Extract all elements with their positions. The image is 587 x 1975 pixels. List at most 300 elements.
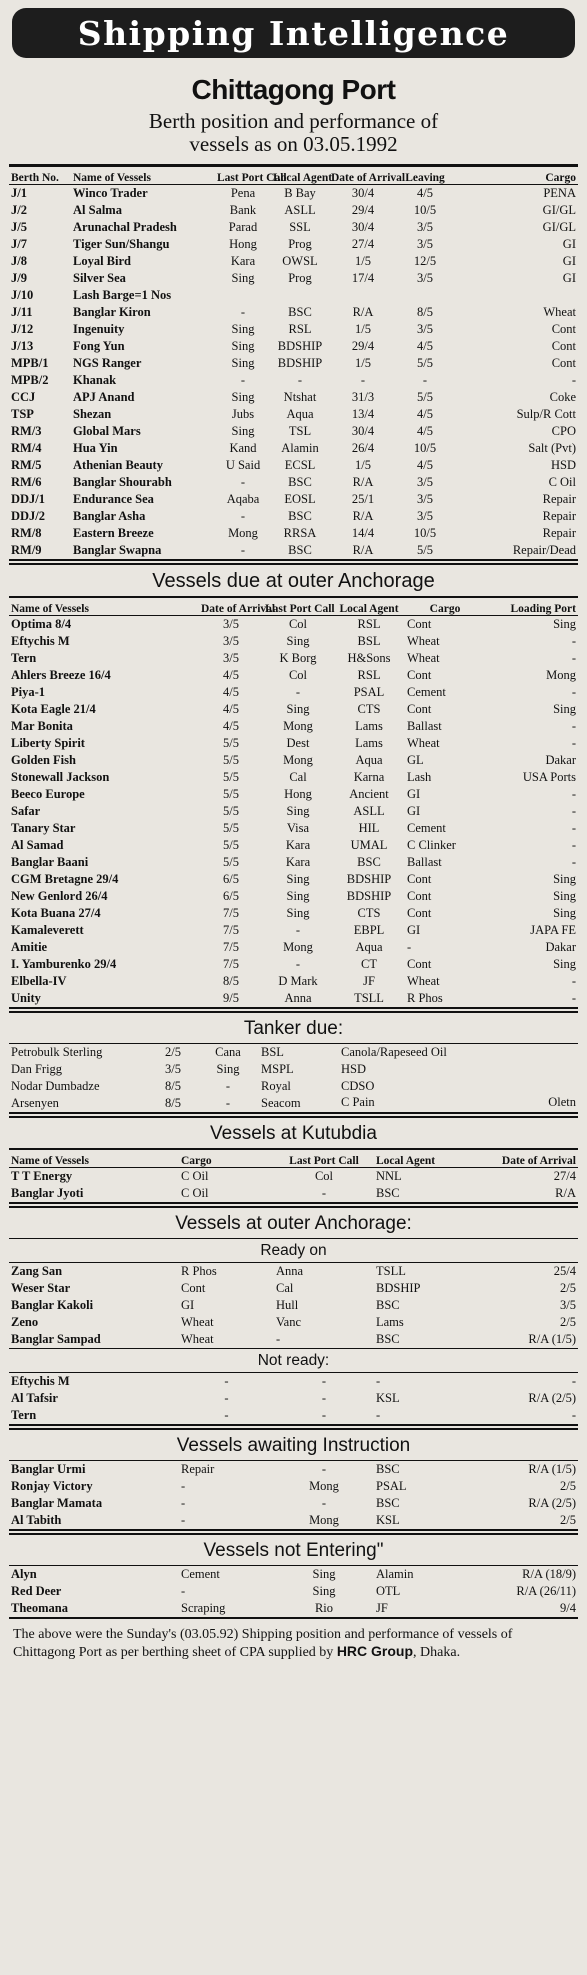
table-cell: Cont (407, 957, 432, 971)
table-cell: Sing (231, 271, 255, 285)
table-cell: R/A (26/11) (516, 1584, 576, 1598)
table-cell: RSL (357, 617, 381, 631)
notentering-rows (9, 1566, 578, 1617)
table-cell: Mong (283, 753, 313, 767)
table-cell: - (240, 475, 246, 489)
table-cell: 3/5 (417, 322, 433, 336)
table-cell: 25/1 (351, 492, 375, 506)
table-cell: Banglar Sampad (11, 1332, 101, 1346)
table-cell: - (240, 373, 246, 387)
table-cell: RM/6 (11, 475, 42, 489)
awaiting-table (9, 1461, 578, 1529)
table-cell: D Mark (278, 974, 318, 988)
table-row (9, 888, 578, 905)
tanker-table (9, 1044, 578, 1112)
table-cell: 29/4 (351, 203, 375, 217)
table-cell: Sing (216, 1062, 240, 1076)
table-row (9, 701, 578, 718)
table-row (9, 1390, 578, 1407)
table-cell: Silver Sea (73, 271, 126, 285)
table-row (9, 321, 578, 338)
table-cell: Banglar Asha (73, 509, 146, 523)
table-cell: Hua Yin (73, 441, 118, 455)
table-cell: Hull (276, 1298, 299, 1312)
table-cell: BDSHIP (277, 356, 323, 370)
table-cell: - (240, 305, 246, 319)
table-cell: 30/4 (351, 424, 375, 438)
table-cell: RM/9 (11, 543, 42, 557)
table-cell: 4/5 (417, 424, 433, 438)
table-cell: Arunachal Pradesh (73, 220, 177, 234)
table-cell: I. Yamburenko 29/4 (11, 957, 117, 971)
table-cell: 30/4 (351, 220, 375, 234)
table-cell: GL (407, 753, 424, 767)
table-cell: - (571, 1408, 576, 1422)
table-cell: BSC (376, 1462, 400, 1476)
table-cell: Anna (284, 991, 312, 1005)
table-cell: 4/5 (223, 685, 239, 699)
table-cell: - (571, 974, 576, 988)
table-cell: BSL (357, 634, 381, 648)
table-row (9, 820, 578, 837)
table-row (9, 525, 578, 542)
table-row (9, 1331, 578, 1348)
table-cell: Wheat (407, 651, 440, 665)
table-cell: Sing (553, 889, 576, 903)
table-cell: BSC (376, 1298, 400, 1312)
col-header: Loading Port (510, 603, 576, 615)
table-cell: Wheat (181, 1332, 214, 1346)
table-cell: Scraping (181, 1601, 226, 1615)
table-cell: 27/4 (553, 1169, 576, 1183)
table-cell: 3/5 (417, 271, 433, 285)
table-cell: Al Samad (11, 838, 64, 852)
table-cell: Cal (276, 1281, 294, 1295)
col-header: Local Agent (339, 603, 399, 615)
table-cell: Wheat (407, 736, 440, 750)
table-row (9, 1263, 578, 1280)
table-row (9, 508, 578, 525)
table-cell: Optima 8/4 (11, 617, 72, 631)
table-cell: Sing (553, 872, 576, 886)
notentering-section (9, 1533, 578, 1619)
table-row (9, 956, 578, 973)
berth-section (9, 164, 578, 561)
table-cell: BSC (357, 855, 381, 869)
table-cell: Lams (355, 736, 383, 750)
table-cell: Mong (283, 940, 313, 954)
table-cell: Repair/Dead (512, 543, 576, 557)
awaiting-heading: Vessels awaiting Instruction (9, 1430, 578, 1461)
table-cell: RRSA (283, 526, 317, 540)
table-cell: 7/5 (223, 923, 239, 937)
table-cell: R/A (352, 543, 374, 557)
table-cell: GI (562, 237, 576, 251)
table-cell: 5/5 (223, 821, 239, 835)
table-cell: 10/5 (413, 203, 437, 217)
table-row (9, 1185, 578, 1202)
table-cell: Loyal Bird (73, 254, 131, 268)
table-cell: TSP (11, 407, 34, 421)
table-cell: 8/5 (417, 305, 433, 319)
col-header: Cargo (429, 603, 461, 615)
col-header: Local Agent (273, 172, 333, 184)
table-cell: Sing (286, 702, 310, 716)
table-row (9, 1314, 578, 1331)
table-cell: K Borg (279, 651, 317, 665)
table-cell: Seacom (261, 1096, 301, 1110)
table-row (9, 338, 578, 355)
table-cell: J/2 (11, 203, 27, 217)
table-cell: Aqua (286, 407, 314, 421)
table-cell: 5/5 (417, 543, 433, 557)
table-cell: Sing (286, 804, 310, 818)
table-cell: Dan Frigg (11, 1062, 63, 1076)
table-cell: Unity (11, 991, 41, 1005)
table-cell: U Said (225, 458, 261, 472)
table-cell: Aqua (355, 753, 383, 767)
table-cell: 7/5 (223, 940, 239, 954)
table-cell: ASLL (284, 203, 316, 217)
table-cell: Zang San (11, 1264, 63, 1278)
table-cell: 1/5 (355, 254, 371, 268)
table-cell: Repair (542, 492, 576, 506)
table-cell: J/9 (11, 271, 27, 285)
table-cell: Tanary Star (11, 821, 76, 835)
table-cell: APJ Anand (73, 390, 135, 404)
table-row (9, 1280, 578, 1297)
table-cell: Aqaba (226, 492, 260, 506)
table-cell: 12/5 (413, 254, 437, 268)
subtitle-line-1: Berth position and performance of (148, 109, 439, 133)
table-cell: Cont (407, 702, 432, 716)
table-cell: R/A (1/5) (528, 1332, 576, 1346)
table-cell: Anna (276, 1264, 304, 1278)
table-cell: 1/5 (355, 322, 371, 336)
table-row (9, 1373, 578, 1390)
table-cell: R/A (555, 1186, 576, 1200)
table-cell: Kand (229, 441, 257, 455)
table-cell: C Oil (181, 1169, 209, 1183)
footnote-text: The above were the Sunday's (03.05.92) Shipping position and performance of vessels of Chittagong Port as per berthing sheet of CPA supplied by (13, 1627, 513, 1660)
table-cell: - (321, 1496, 327, 1510)
table-cell: - (376, 1374, 381, 1388)
table-cell: Mong (283, 719, 313, 733)
notready-rows (9, 1373, 578, 1424)
table-cell: J/10 (11, 288, 34, 302)
table-cell: 2/5 (560, 1281, 576, 1295)
table-cell: Hong (284, 787, 312, 801)
table-cell: R/A (352, 475, 374, 489)
table-cell: 7/5 (223, 957, 239, 971)
table-cell: - (571, 821, 576, 835)
table-row (9, 1095, 578, 1112)
table-cell: CTS (357, 906, 381, 920)
table-cell: 3/5 (223, 634, 239, 648)
table-cell: - (571, 373, 576, 387)
table-cell: R/A (18/9) (522, 1567, 576, 1581)
table-cell: Ballast (407, 719, 442, 733)
table-cell: Repair (542, 526, 576, 540)
table-row (9, 1461, 578, 1478)
table-cell: Sing (231, 390, 255, 404)
table-cell: - (376, 1408, 381, 1422)
table-cell: HSD (341, 1062, 367, 1076)
berth-header-row (9, 167, 578, 185)
table-cell: Banglar Baani (11, 855, 89, 869)
table-cell: RSL (357, 668, 381, 682)
awaiting-section (9, 1428, 578, 1531)
table-row (9, 650, 578, 667)
table-cell (271, 287, 329, 304)
table-cell: Cana (215, 1045, 241, 1059)
table-cell: Tern (11, 1408, 37, 1422)
table-cell: Petrobulk Sterling (11, 1045, 103, 1059)
col-header: Date of Arrival (201, 603, 276, 615)
table-cell: Kamaleverett (11, 923, 84, 937)
table-cell: 29/4 (351, 339, 375, 353)
table-cell: 6/5 (223, 889, 239, 903)
table-cell: Jubs (231, 407, 255, 421)
table-cell: 3/5 (417, 509, 433, 523)
table-cell: PENA (543, 186, 576, 200)
table-cell: Dakar (545, 753, 576, 767)
table-cell: - (321, 1391, 327, 1405)
table-cell: GI (562, 271, 576, 285)
table-cell: Karna (353, 770, 385, 784)
table-cell: Cement (407, 821, 446, 835)
table-cell: Cont (407, 617, 432, 631)
table-cell: T T Energy (11, 1169, 73, 1183)
table-cell: 1/5 (355, 356, 371, 370)
table-cell: RM/3 (11, 424, 42, 438)
table-cell: Kara (285, 855, 311, 869)
table-cell: Kota Eagle 21/4 (11, 702, 96, 716)
table-cell: Kota Buana 27/4 (11, 906, 101, 920)
table-row (9, 854, 578, 871)
table-cell: BSC (288, 305, 312, 319)
table-cell: SSL (289, 220, 311, 234)
table-cell: Cont (181, 1281, 206, 1295)
table-cell: Cement (407, 685, 446, 699)
table-cell: Sing (553, 702, 576, 716)
table-cell: Banglar Kakoli (11, 1298, 94, 1312)
table-cell: Sing (231, 356, 255, 370)
table-cell (397, 287, 453, 304)
col-header: Date of Arrival (331, 172, 406, 184)
table-cell: Al Tafsir (11, 1391, 58, 1405)
table-cell: Shezan (73, 407, 112, 421)
table-cell: J/7 (11, 237, 27, 251)
table-cell: Royal (261, 1079, 291, 1093)
table-cell: 3/5 (417, 237, 433, 251)
table-cell: C Oil (548, 475, 576, 489)
table-cell: Cont (407, 889, 432, 903)
table-cell (453, 287, 578, 304)
table-cell: Salt (Pvt) (528, 441, 576, 455)
table-row (9, 474, 578, 491)
table-cell: BDSHIP (376, 1281, 421, 1295)
table-cell: - (321, 1408, 327, 1422)
table-cell: - (224, 1408, 229, 1422)
table-row (9, 1168, 578, 1186)
table-cell: Alamin (376, 1567, 414, 1581)
table-cell: Cont (407, 668, 432, 682)
table-cell: CT (361, 957, 377, 971)
ready-table (9, 1263, 578, 1348)
table-cell: GI (407, 804, 421, 818)
due-header-row (9, 598, 578, 616)
table-cell: - (295, 685, 301, 699)
loading-port-text: Oletn (548, 1095, 576, 1109)
newspaper-page (9, 0, 578, 1661)
table-cell: - (181, 1496, 186, 1510)
table-row (9, 1600, 578, 1617)
table-cell: - (225, 1096, 231, 1110)
table-cell: HSD (550, 458, 576, 472)
col-header: Cargo (181, 1155, 212, 1167)
col-header: Leaving (405, 172, 445, 184)
table-row (9, 219, 578, 236)
table-cell: - (224, 1374, 229, 1388)
table-cell: Arsenyen (11, 1096, 59, 1110)
table-row (9, 752, 578, 769)
table-cell: H&Sons (347, 651, 391, 665)
table-cell: - (571, 685, 576, 699)
berth-table (9, 166, 578, 559)
table-cell: JAPA FE (530, 923, 576, 937)
table-cell: - (240, 543, 246, 557)
table-cell: 30/4 (351, 186, 375, 200)
table-cell: Stonewall Jackson (11, 770, 110, 784)
table-row (9, 939, 578, 956)
table-cell: 9/4 (560, 1601, 576, 1615)
due-rows (9, 616, 578, 1008)
table-cell: BSC (376, 1186, 400, 1200)
table-cell: Ntshat (283, 390, 317, 404)
table-row (9, 491, 578, 508)
table-cell: Rio (314, 1601, 334, 1615)
table-row (9, 837, 578, 854)
table-cell: Amitie (11, 940, 48, 954)
table-cell: EOSL (284, 492, 316, 506)
awaiting-rows (9, 1461, 578, 1529)
table-cell: Repair (542, 509, 576, 523)
table-cell: 5/5 (223, 753, 239, 767)
table-row (9, 922, 578, 939)
table-cell: Hong (229, 237, 257, 251)
table-cell: Banglar Kiron (73, 305, 151, 319)
table-cell: 3/5 (560, 1298, 576, 1312)
table-cell: TSLL (354, 991, 384, 1005)
table-cell: Winco Trader (73, 186, 148, 200)
table-cell: 5/5 (417, 390, 433, 404)
table-row (9, 185, 578, 203)
table-cell: Tern (11, 651, 37, 665)
page-subtitle (9, 110, 578, 156)
table-row (9, 1478, 578, 1495)
col-header: Last Port Call (265, 603, 335, 615)
table-row (9, 236, 578, 253)
col-header: Date of Arrival (501, 1155, 576, 1167)
table-cell: - (181, 1584, 186, 1598)
table-cell: BSC (288, 543, 312, 557)
table-cell: - (571, 855, 576, 869)
table-cell: Sing (553, 617, 576, 631)
table-cell: Bank (229, 203, 257, 217)
section-banner: Shipping Intelligence (12, 8, 575, 58)
col-header: Name of Vessels (73, 172, 151, 184)
table-cell: - (181, 1479, 186, 1493)
table-cell: R/A (2/5) (528, 1496, 576, 1510)
table-cell: R/A (1/5) (528, 1462, 576, 1476)
table-cell: UMAL (350, 838, 388, 852)
table-cell: BSC (376, 1332, 400, 1346)
table-cell: 3/5 (223, 651, 239, 665)
table-row (9, 440, 578, 457)
table-cell: 3/5 (417, 220, 433, 234)
table-cell: CGM Bretagne 29/4 (11, 872, 119, 886)
berth-rows (9, 185, 578, 560)
table-cell: MSPL (261, 1062, 294, 1076)
table-cell: - (181, 1513, 186, 1527)
table-cell: J/1 (11, 186, 27, 200)
table-row (9, 1495, 578, 1512)
table-row (9, 1044, 578, 1061)
table-cell: J/5 (11, 220, 27, 234)
outer-section (9, 1206, 578, 1426)
table-cell: Lams (376, 1315, 404, 1329)
table-cell: EBPL (353, 923, 385, 937)
kutubdia-section (9, 1116, 578, 1204)
table-cell (339, 1095, 578, 1112)
table-cell: Col (288, 668, 308, 682)
table-row (9, 786, 578, 803)
table-cell: 8/5 (165, 1079, 181, 1093)
table-cell: 1/5 (355, 458, 371, 472)
table-cell: - (571, 787, 576, 801)
table-cell: BSC (376, 1496, 400, 1510)
table-row (9, 372, 578, 389)
table-cell: PSAL (376, 1479, 407, 1493)
table-row (9, 270, 578, 287)
table-cell: B Bay (284, 186, 316, 200)
table-cell: Eastern Breeze (73, 526, 154, 540)
table-cell: OTL (376, 1584, 401, 1598)
table-row (9, 973, 578, 990)
table-cell: Parad (228, 220, 258, 234)
table-row (9, 1566, 578, 1583)
table-cell: TSL (288, 424, 312, 438)
table-cell: - (571, 838, 576, 852)
table-cell: Banglar Swapna (73, 543, 162, 557)
table-cell: R/A (352, 305, 374, 319)
table-cell: - (321, 1462, 327, 1476)
table-cell: J/12 (11, 322, 34, 336)
table-row (9, 287, 578, 304)
table-cell: 14/4 (351, 526, 375, 540)
table-cell: Mong (228, 526, 258, 540)
table-cell: GI/GL (542, 203, 576, 217)
table-cell: Mong (309, 1479, 339, 1493)
table-row (9, 990, 578, 1007)
table-cell: - (295, 957, 301, 971)
table-cell: Pena (230, 186, 256, 200)
table-cell: - (240, 509, 246, 523)
table-cell: NGS Ranger (73, 356, 142, 370)
table-cell: 5/5 (223, 770, 239, 784)
table-cell: - (571, 991, 576, 1005)
